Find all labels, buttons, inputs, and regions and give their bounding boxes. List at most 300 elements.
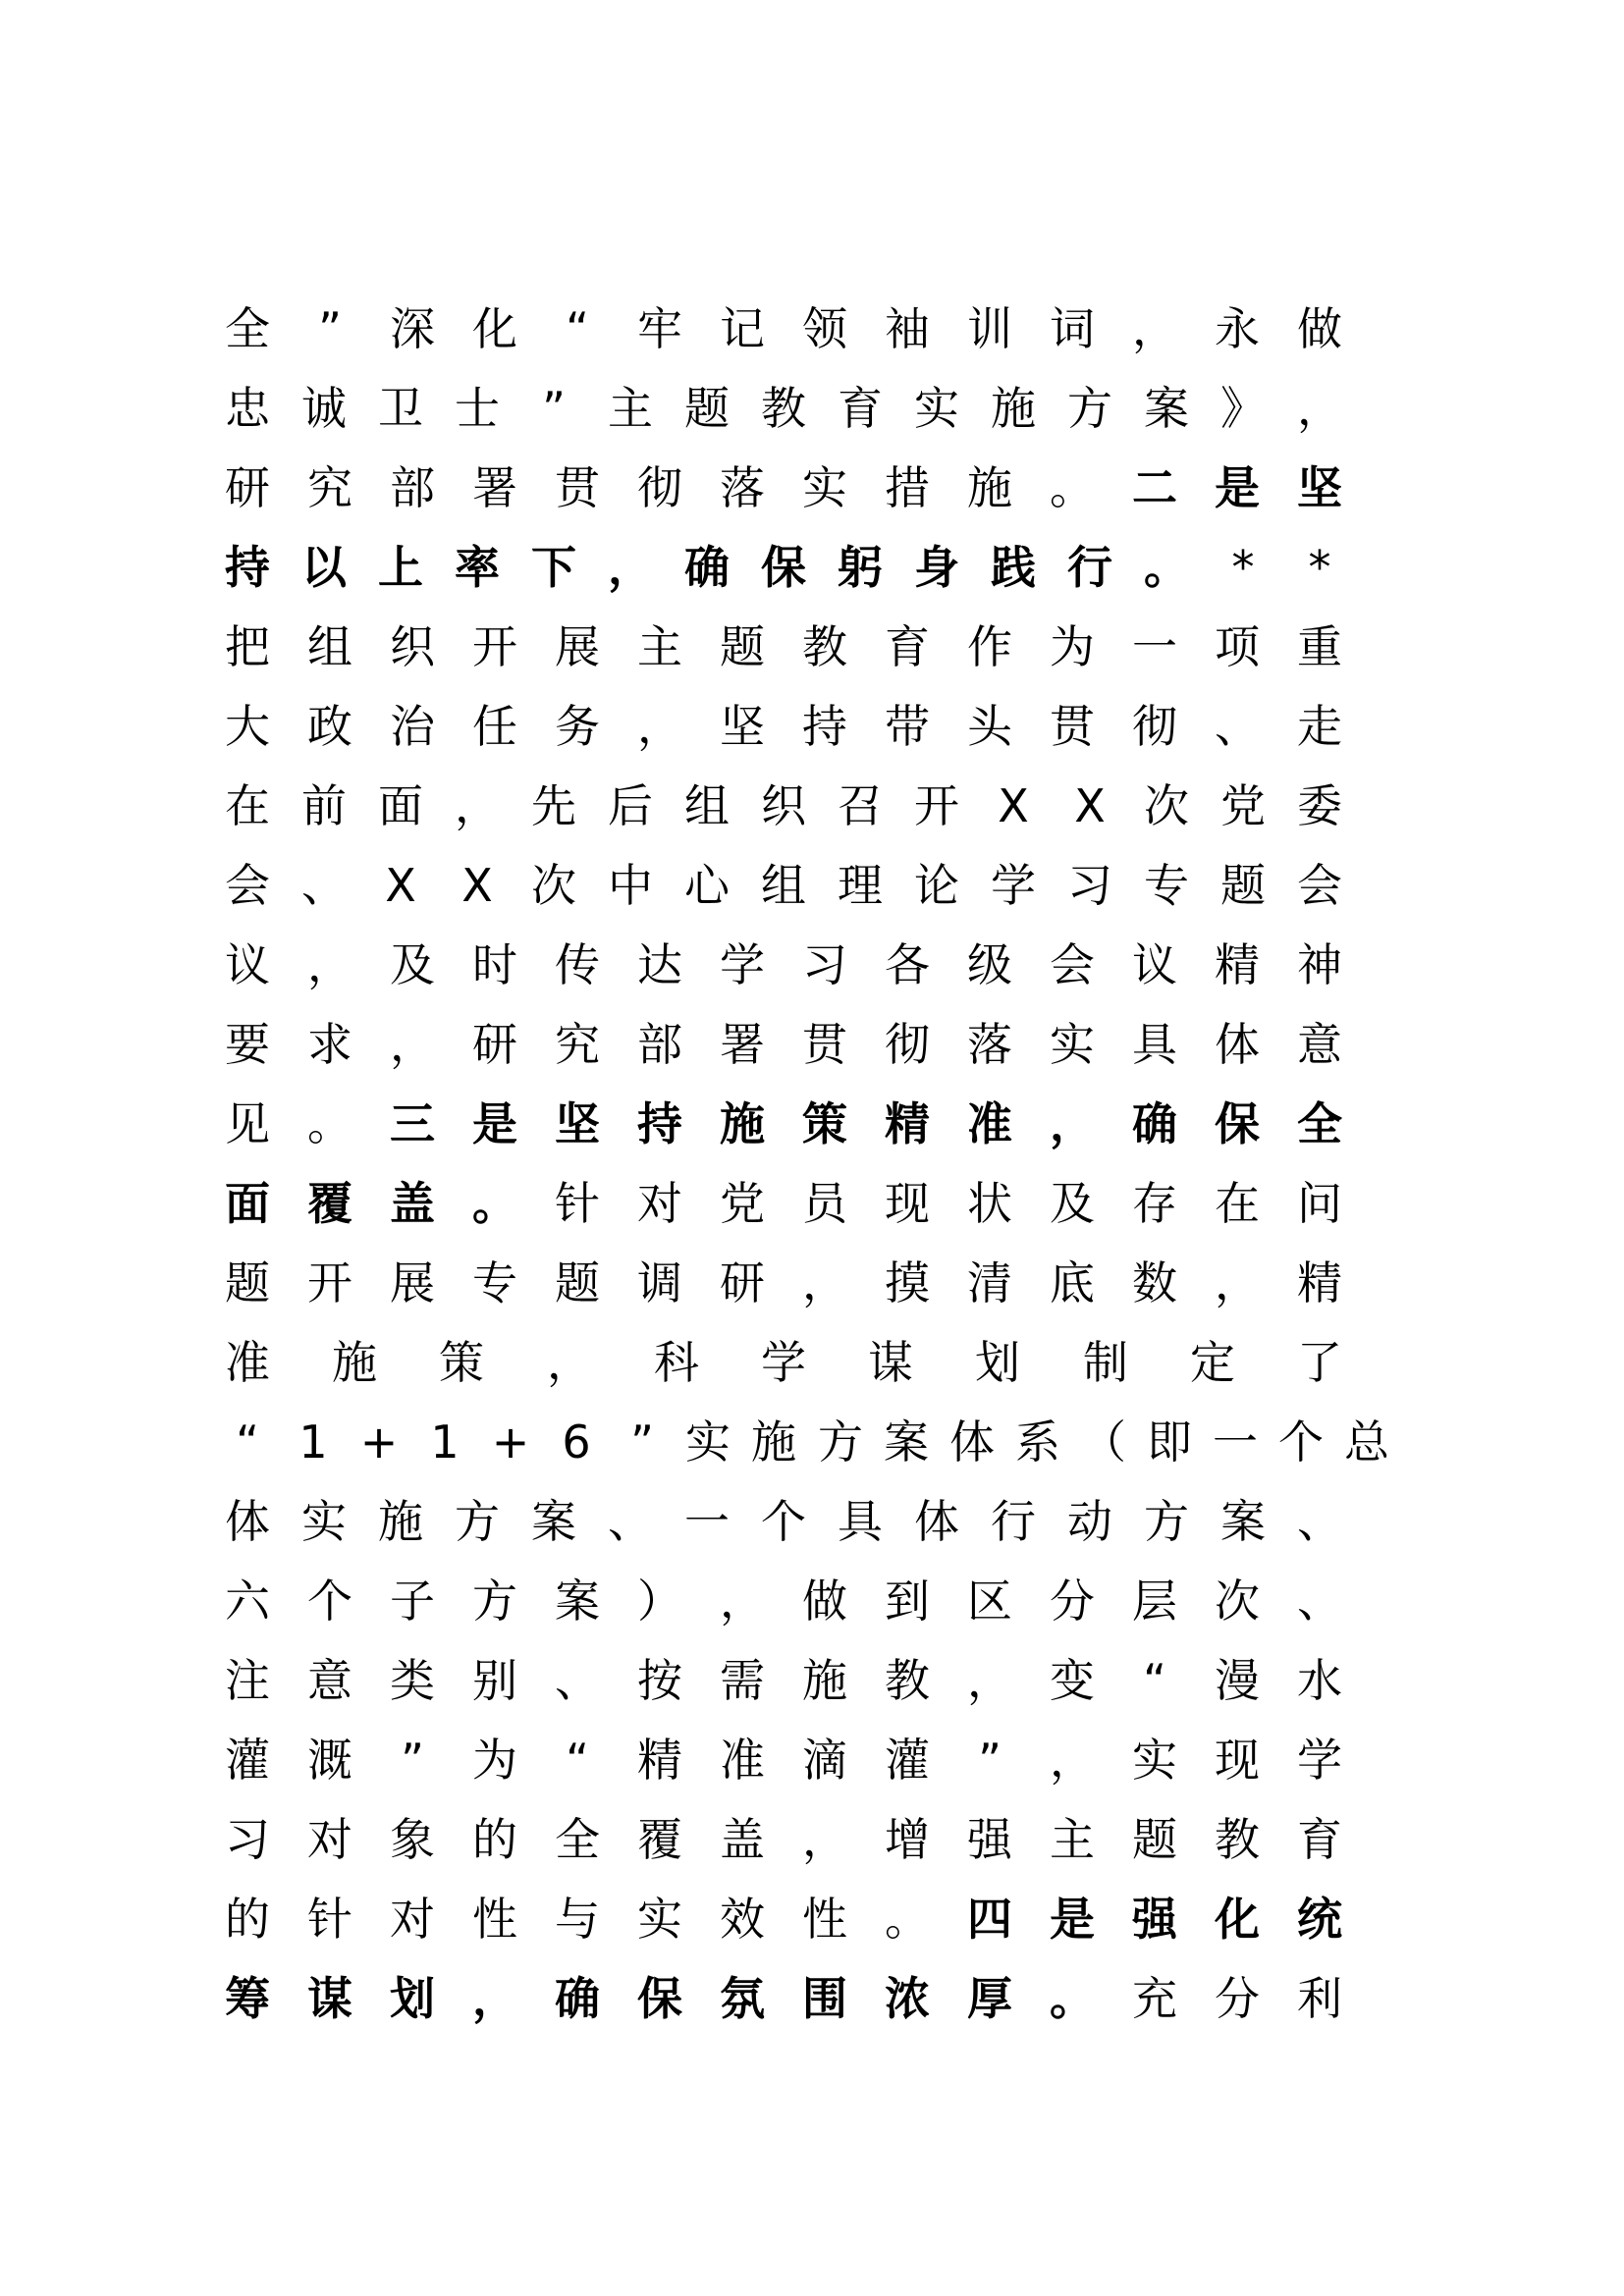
glyph: 走	[1297, 700, 1342, 753]
glyph: 做	[802, 1575, 847, 1628]
glyph: 类	[390, 1654, 435, 1707]
text-line	[218, 1164, 1396, 1244]
glyph: 彻	[637, 461, 682, 514]
glyph: 会	[225, 859, 270, 912]
glyph: 、	[555, 1654, 600, 1707]
glyph: 各	[885, 938, 930, 991]
glyph: 上	[378, 541, 423, 594]
glyph: 做	[1297, 302, 1342, 355]
glyph: 习	[1067, 859, 1112, 912]
glyph: 是	[1215, 461, 1260, 514]
glyph: 任	[472, 700, 517, 753]
glyph: 化	[1215, 1893, 1260, 1946]
glyph: ，	[637, 700, 682, 753]
glyph: 1	[430, 1415, 460, 1468]
glyph: 覆	[307, 1177, 352, 1230]
glyph: 研	[720, 1256, 765, 1309]
glyph: 及	[390, 938, 435, 991]
glyph: 开	[914, 779, 959, 832]
glyph: 政	[307, 700, 352, 753]
glyph: 方	[818, 1415, 863, 1468]
glyph: +	[359, 1415, 399, 1468]
glyph: ，	[1297, 382, 1342, 435]
glyph: 问	[1297, 1177, 1342, 1230]
glyph: 词	[1050, 302, 1095, 355]
glyph: 中	[608, 859, 653, 912]
glyph: 贯	[802, 1018, 847, 1071]
text-line	[218, 687, 1396, 767]
glyph: 准	[225, 1336, 270, 1389]
glyph: 展	[390, 1256, 435, 1309]
glyph: 方	[1144, 1495, 1189, 1548]
glyph: 育	[838, 382, 883, 435]
glyph: 措	[885, 461, 930, 514]
glyph: 议	[1132, 938, 1177, 991]
glyph: 精	[885, 1097, 930, 1150]
glyph: 性	[472, 1893, 517, 1946]
glyph: 施	[967, 461, 1012, 514]
text-line	[218, 369, 1396, 449]
glyph: 大	[225, 700, 270, 753]
text-line	[218, 1562, 1396, 1641]
glyph: 案	[531, 1495, 576, 1548]
glyph: 身	[914, 541, 959, 594]
text-line	[218, 1005, 1396, 1085]
glyph: 保	[637, 1972, 682, 2025]
glyph: 训	[967, 302, 1012, 355]
glyph: 作	[967, 620, 1012, 673]
glyph: 组	[761, 859, 806, 912]
glyph: 全	[1297, 1097, 1342, 1150]
glyph: 施	[378, 1495, 423, 1548]
glyph: 在	[1215, 1177, 1260, 1230]
glyph: 主	[1050, 1813, 1095, 1866]
body-text	[218, 290, 1396, 2039]
glyph: 体	[949, 1415, 995, 1468]
glyph: 。	[1050, 1972, 1095, 2025]
glyph: 保	[1215, 1097, 1260, 1150]
glyph: 袖	[885, 302, 930, 355]
glyph: 准	[720, 1734, 765, 1787]
text-line	[218, 1959, 1396, 2039]
glyph: 开	[472, 620, 517, 673]
glyph: 达	[637, 938, 682, 991]
glyph: ）	[637, 1575, 682, 1628]
glyph: 坚	[555, 1097, 600, 1150]
glyph: 精	[637, 1734, 682, 1787]
glyph: 诚	[301, 382, 347, 435]
text-line	[218, 767, 1396, 846]
glyph: 党	[720, 1177, 765, 1230]
glyph: 施	[991, 382, 1036, 435]
glyph: 科	[654, 1336, 699, 1389]
glyph: 重	[1297, 620, 1342, 673]
glyph: 题	[684, 382, 730, 435]
glyph: 按	[637, 1654, 682, 1707]
glyph: 确	[684, 541, 730, 594]
glyph: 织	[761, 779, 806, 832]
glyph: 施	[802, 1654, 847, 1707]
glyph: 层	[1132, 1575, 1177, 1628]
glyph: 教	[802, 620, 847, 673]
glyph: *	[1308, 541, 1331, 594]
glyph: ”	[978, 1734, 1001, 1787]
glyph: 浓	[885, 1972, 930, 2025]
glyph: 方	[1067, 382, 1112, 435]
glyph: 持	[225, 541, 270, 594]
glyph: 划	[390, 1972, 435, 2025]
glyph: 水	[1297, 1654, 1342, 1707]
glyph: 学	[1297, 1734, 1342, 1787]
glyph: 氛	[720, 1972, 765, 2025]
glyph: 划	[975, 1336, 1020, 1389]
glyph: 前	[301, 779, 347, 832]
glyph: 员	[802, 1177, 847, 1230]
glyph: 部	[390, 461, 435, 514]
glyph: 深	[390, 302, 435, 355]
glyph: “	[236, 1415, 259, 1468]
glyph: 与	[555, 1893, 600, 1946]
glyph: 确	[555, 1972, 600, 2025]
glyph: 先	[531, 779, 576, 832]
glyph: 究	[307, 461, 352, 514]
glyph: 准	[967, 1097, 1012, 1150]
glyph: 变	[1050, 1654, 1095, 1707]
glyph: 研	[472, 1018, 517, 1071]
glyph: 针	[307, 1893, 352, 1946]
glyph: 士	[455, 382, 500, 435]
glyph: 统	[1297, 1893, 1342, 1946]
text-line	[218, 1641, 1396, 1721]
glyph: 具	[838, 1495, 883, 1548]
glyph: 。	[885, 1893, 930, 1946]
glyph: 召	[838, 779, 883, 832]
glyph: 躬	[838, 541, 883, 594]
glyph: X	[998, 779, 1029, 832]
glyph: 6	[562, 1415, 591, 1468]
glyph: 对	[390, 1893, 435, 1946]
glyph: 题	[225, 1256, 270, 1309]
glyph: 理	[838, 859, 883, 912]
glyph: 注	[225, 1654, 270, 1707]
glyph: 教	[885, 1654, 930, 1707]
glyph: 全	[555, 1813, 600, 1866]
glyph: 》	[1220, 382, 1266, 435]
glyph: 保	[761, 541, 806, 594]
glyph: 分	[1215, 1972, 1260, 2025]
glyph: 牢	[637, 302, 682, 355]
glyph: 实	[637, 1893, 682, 1946]
glyph: 教	[761, 382, 806, 435]
text-line	[218, 449, 1396, 528]
text-line	[218, 528, 1396, 608]
glyph: 利	[1297, 1972, 1342, 2025]
text-line	[218, 1403, 1396, 1482]
glyph: 神	[1297, 938, 1342, 991]
glyph: 体	[225, 1495, 270, 1548]
glyph: ，	[547, 1336, 592, 1389]
glyph: +	[491, 1415, 530, 1468]
glyph: ”	[542, 382, 566, 435]
glyph: 制	[1083, 1336, 1128, 1389]
glyph: 习	[225, 1813, 270, 1866]
glyph: 次	[531, 859, 576, 912]
glyph: ，	[455, 779, 500, 832]
glyph: 、	[1297, 1495, 1342, 1548]
glyph: 总	[1344, 1415, 1389, 1468]
glyph: 在	[225, 779, 270, 832]
glyph: ，	[802, 1813, 847, 1866]
glyph: 谋	[868, 1336, 913, 1389]
glyph: X	[1074, 779, 1106, 832]
glyph: ，	[608, 541, 653, 594]
glyph: 实	[802, 461, 847, 514]
glyph: 记	[720, 302, 765, 355]
glyph: 织	[390, 620, 435, 673]
glyph: “	[566, 1734, 589, 1787]
glyph: *	[1231, 541, 1255, 594]
text-line	[218, 1721, 1396, 1800]
glyph: 教	[1215, 1813, 1260, 1866]
glyph: 精	[1215, 938, 1260, 991]
glyph: 行	[991, 1495, 1036, 1548]
glyph: 增	[885, 1813, 930, 1866]
glyph: “	[566, 302, 589, 355]
glyph: 案	[1220, 1495, 1266, 1548]
glyph: 见	[225, 1097, 270, 1150]
glyph: 漫	[1215, 1654, 1260, 1707]
glyph: 研	[225, 461, 270, 514]
text-line	[218, 290, 1396, 369]
glyph: 定	[1190, 1336, 1235, 1389]
glyph: 头	[967, 700, 1012, 753]
glyph: 强	[967, 1813, 1012, 1866]
glyph: 永	[1215, 302, 1260, 355]
glyph: 一	[1213, 1415, 1258, 1468]
glyph: 方	[472, 1575, 517, 1628]
glyph: 摸	[885, 1256, 930, 1309]
text-line	[218, 926, 1396, 1005]
glyph: ，	[1132, 302, 1177, 355]
glyph: 系	[1015, 1415, 1060, 1468]
text-line	[218, 846, 1396, 926]
glyph: 学	[991, 859, 1036, 912]
glyph: ，	[802, 1256, 847, 1309]
glyph: ，	[1050, 1097, 1095, 1150]
glyph: ，	[967, 1654, 1012, 1707]
glyph: 把	[225, 620, 270, 673]
glyph: 谋	[307, 1972, 352, 2025]
glyph: 带	[885, 700, 930, 753]
glyph: 领	[802, 302, 847, 355]
glyph: ，	[1215, 1256, 1260, 1309]
glyph: 、	[301, 859, 347, 912]
glyph: 施	[332, 1336, 377, 1389]
glyph: 组	[684, 779, 730, 832]
glyph: 传	[555, 938, 600, 991]
glyph: 。	[1050, 461, 1095, 514]
glyph: 组	[307, 620, 352, 673]
glyph: 个	[307, 1575, 352, 1628]
glyph: 清	[967, 1256, 1012, 1309]
glyph: 性	[802, 1893, 847, 1946]
glyph: 展	[555, 620, 600, 673]
glyph: 次	[1215, 1575, 1260, 1628]
glyph: 会	[1050, 938, 1095, 991]
glyph: 求	[307, 1018, 352, 1071]
glyph: 数	[1132, 1256, 1177, 1309]
glyph: 方	[455, 1495, 500, 1548]
glyph: 。	[1144, 541, 1189, 594]
glyph: 实	[685, 1415, 731, 1468]
glyph: 三	[390, 1097, 435, 1150]
text-line	[218, 1323, 1396, 1403]
glyph: 了	[1297, 1336, 1342, 1389]
glyph: 的	[225, 1893, 270, 1946]
glyph: 委	[1297, 779, 1342, 832]
glyph: 下	[531, 541, 576, 594]
glyph: 状	[967, 1177, 1012, 1230]
glyph: 题	[1132, 1813, 1177, 1866]
glyph: 体	[914, 1495, 959, 1548]
glyph: 充	[1132, 1972, 1177, 2025]
glyph: 务	[555, 700, 600, 753]
glyph: 后	[608, 779, 653, 832]
glyph: 覆	[637, 1813, 682, 1866]
glyph: 盖	[390, 1177, 435, 1230]
glyph: 忠	[225, 382, 270, 435]
glyph: 存	[1132, 1177, 1177, 1230]
glyph: 体	[1215, 1018, 1260, 1071]
glyph: 坚	[1297, 461, 1342, 514]
glyph: 面	[378, 779, 423, 832]
glyph: ”	[401, 1734, 424, 1787]
glyph: 底	[1050, 1256, 1095, 1309]
glyph: 卫	[378, 382, 423, 435]
glyph: 效	[720, 1893, 765, 1946]
glyph: 具	[1132, 1018, 1177, 1071]
glyph: 率	[455, 541, 500, 594]
glyph: 强	[1132, 1893, 1177, 1946]
glyph: 溉	[307, 1734, 352, 1787]
glyph: 案	[555, 1575, 600, 1628]
glyph: 践	[991, 541, 1036, 594]
glyph: 、	[1215, 700, 1260, 753]
glyph: 实	[301, 1495, 347, 1548]
glyph: 究	[555, 1018, 600, 1071]
glyph: 是	[1050, 1893, 1095, 1946]
glyph: 专	[1144, 859, 1189, 912]
glyph: 育	[1297, 1813, 1342, 1866]
glyph: 滴	[802, 1734, 847, 1787]
glyph: 心	[684, 859, 730, 912]
glyph: 治	[390, 700, 435, 753]
glyph: 题	[720, 620, 765, 673]
glyph: 厚	[967, 1972, 1012, 2025]
glyph: 面	[225, 1177, 270, 1230]
glyph: 分	[1050, 1575, 1095, 1628]
text-line	[218, 1482, 1396, 1562]
glyph: X	[461, 859, 493, 912]
glyph: 子	[390, 1575, 435, 1628]
glyph: ，	[307, 938, 352, 991]
glyph: 实	[914, 382, 959, 435]
glyph: 施	[720, 1097, 765, 1150]
glyph: 确	[1132, 1097, 1177, 1150]
glyph: 主	[637, 620, 682, 673]
glyph: 议	[225, 938, 270, 991]
glyph: 论	[914, 859, 959, 912]
glyph: 及	[1050, 1177, 1095, 1230]
glyph: 动	[1067, 1495, 1112, 1548]
glyph: 专	[472, 1256, 517, 1309]
glyph: 。	[472, 1177, 517, 1230]
glyph: 彻	[885, 1018, 930, 1071]
text-line	[218, 1800, 1396, 1880]
glyph: X	[385, 859, 416, 912]
glyph: 、	[608, 1495, 653, 1548]
glyph: 区	[967, 1575, 1012, 1628]
glyph: 针	[555, 1177, 600, 1230]
glyph: 落	[720, 461, 765, 514]
glyph: 是	[472, 1097, 517, 1150]
glyph: 四	[967, 1893, 1012, 1946]
text-line	[218, 608, 1396, 687]
glyph: 的	[472, 1813, 517, 1866]
glyph: 题	[555, 1256, 600, 1309]
glyph: 学	[761, 1336, 806, 1389]
glyph: 对	[307, 1813, 352, 1866]
glyph: 现	[1215, 1734, 1260, 1787]
glyph: 精	[1297, 1256, 1342, 1309]
glyph: 案	[884, 1415, 929, 1468]
glyph: 持	[637, 1097, 682, 1150]
glyph: 策	[802, 1097, 847, 1150]
glyph: 党	[1220, 779, 1266, 832]
glyph: 六	[225, 1575, 270, 1628]
glyph: ，	[472, 1972, 517, 2025]
glyph: 学	[720, 938, 765, 991]
glyph: 对	[637, 1177, 682, 1230]
glyph: 灌	[225, 1734, 270, 1787]
glyph: 贯	[1050, 700, 1095, 753]
glyph: 1	[298, 1415, 328, 1468]
glyph: 二	[1132, 461, 1177, 514]
glyph: 贯	[555, 461, 600, 514]
glyph: ，	[720, 1575, 765, 1628]
glyph: 行	[1067, 541, 1112, 594]
text-line	[218, 1244, 1396, 1323]
glyph: 主	[608, 382, 653, 435]
glyph: 到	[885, 1575, 930, 1628]
glyph: 署	[720, 1018, 765, 1071]
glyph: （	[1081, 1415, 1126, 1468]
glyph: ”	[318, 302, 342, 355]
glyph: 题	[1220, 859, 1266, 912]
glyph: 以	[301, 541, 347, 594]
glyph: “	[1143, 1654, 1166, 1707]
glyph: 习	[802, 938, 847, 991]
glyph: 署	[472, 461, 517, 514]
glyph: 为	[472, 1734, 517, 1787]
glyph: ，	[390, 1018, 435, 1071]
glyph: 盖	[720, 1813, 765, 1866]
glyph: 筹	[225, 1972, 270, 2025]
glyph: 项	[1215, 620, 1260, 673]
glyph: 需	[720, 1654, 765, 1707]
glyph: 全	[225, 302, 270, 355]
glyph: 灌	[885, 1734, 930, 1787]
